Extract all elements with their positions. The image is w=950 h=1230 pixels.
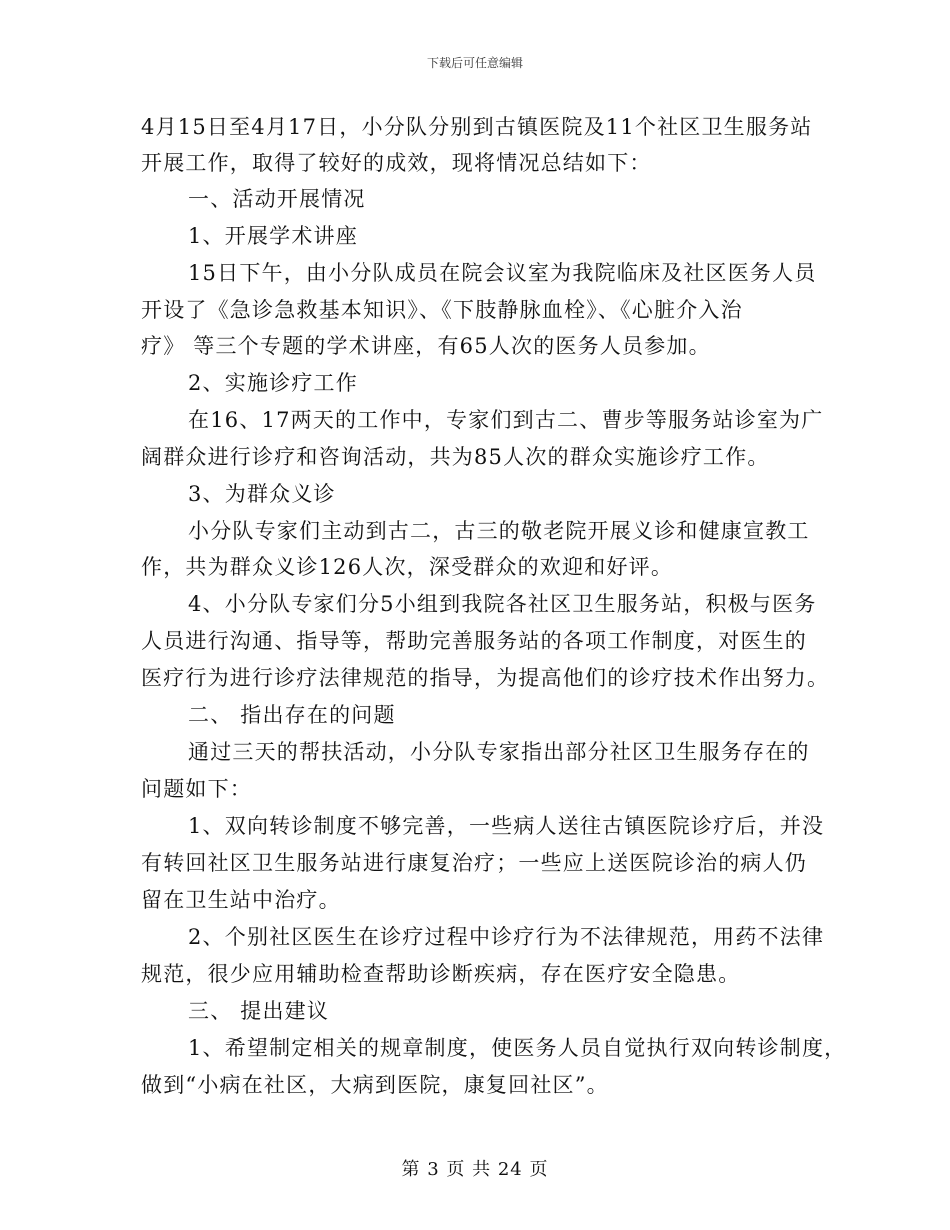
paragraph-line: 4月15日至4月17日，小分队分别到古镇医院及11个社区卫生服务站: [141, 115, 813, 139]
subsection-heading: 3、为群众义诊: [188, 482, 336, 506]
page-header: 下载后可任意编辑: [426, 56, 523, 70]
paragraph-line: 人员进行沟通、指导等，帮助完善服务站的各项工作制度，对医生的: [141, 629, 807, 653]
section-heading: 一、活动开展情况: [188, 187, 366, 211]
paragraph-line: 1、希望制定相关的规章制度，使医务人员自觉执行双向转诊制度，: [188, 1036, 847, 1060]
paragraph-line: 开设了《急诊急救基本知识》、《下肢静脉血栓》、《心脏介入治: [141, 298, 743, 322]
paragraph-line: 疗》 等三个专题的学术讲座，有65人次的医务人员参加。: [141, 334, 711, 358]
section-heading: 三、 提出建议: [188, 999, 330, 1023]
paragraph-line: 4、小分队专家们分5小组到我院各社区卫生服务站，积极与医务: [188, 592, 817, 616]
paragraph-line: 开展工作，取得了较好的成效，现将情况总结如下：: [141, 151, 652, 175]
paragraph-line: 通过三天的帮扶活动，小分队专家指出部分社区卫生服务存在的: [188, 740, 810, 764]
page-footer: 第 3 页 共 24 页: [401, 1159, 549, 1180]
paragraph-line: 有转回社区卫生服务站进行康复治疗；一些应上送医院诊治的病人仍: [141, 851, 807, 875]
paragraph-line: 2、个别社区医生在诊疗过程中诊疗行为不法律规范，用药不法律: [188, 925, 825, 949]
paragraph-line: 作，共为群众义诊126人次，深受群众的欢迎和好评。: [141, 555, 674, 579]
paragraph-line: 医疗行为进行诊疗法律规范的指导，为提高他们的诊疗技术作出努力。: [141, 666, 830, 690]
paragraph-line: 15日下午，由小分队成员在院会议室为我院临床及社区医务人员: [188, 261, 817, 285]
paragraph-line: 小分队专家们主动到古二，古三的敬老院开展义诊和健康宣教工: [188, 519, 810, 543]
paragraph-line: 1、双向转诊制度不够完善，一些病人送往古镇医院诊疗后，并没: [188, 814, 825, 838]
paragraph-line: 阔群众进行诊疗和咨询活动，共为85人次的群众实施诊疗工作。: [141, 445, 770, 469]
section-heading: 二、 指出存在的问题: [188, 703, 396, 727]
subsection-heading: 2、实施诊疗工作: [188, 371, 358, 395]
paragraph-line: 做到“小病在社区，大病到医院，康复回社区”。: [141, 1073, 609, 1097]
paragraph-line: 留在卫生站中治疗。: [141, 888, 341, 912]
subsection-heading: 1、开展学术讲座: [188, 224, 358, 248]
paragraph-line: 问题如下：: [141, 777, 252, 801]
paragraph-line: 规范，很少应用辅助检查帮助诊断疾病，存在医疗安全隐患。: [141, 962, 741, 986]
paragraph-line: 在16、17两天的工作中，专家们到古二、曹步等服务站诊室为广: [188, 408, 824, 432]
